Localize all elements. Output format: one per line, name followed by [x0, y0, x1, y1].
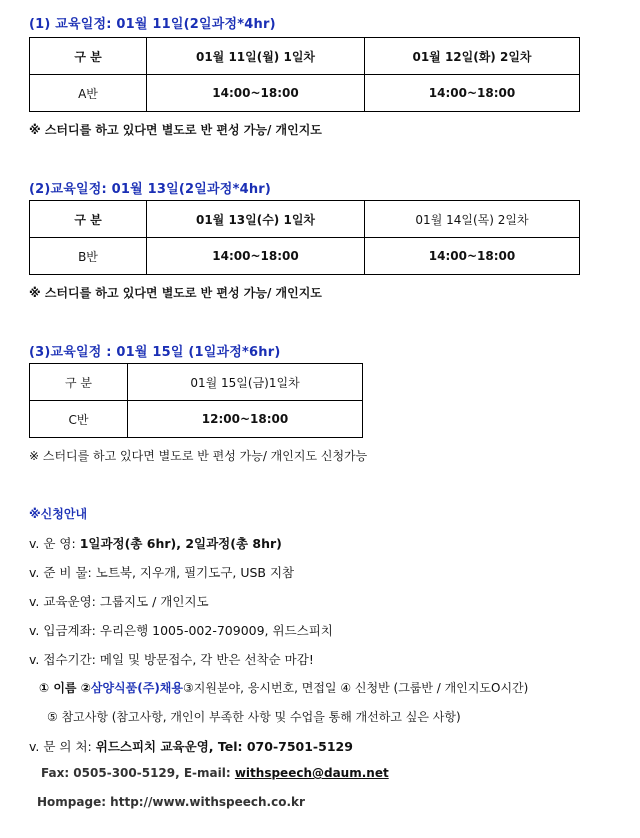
guide-prep-line [29, 563, 294, 581]
guide-period-value: 메일 및 방문접수, 각 반은 선착순 마감! [99, 652, 314, 667]
guide-notes-line: ⑤ 참고사항 (참고사항, 개인이 부족한 사항 및 수업을 통해 개선하고 싶은 사항) [47, 710, 461, 724]
section-1-note: ※ 스터디를 하고 있다면 별도로 반 편성 가능/ 개인지도 [29, 123, 322, 137]
guide-run-line [29, 534, 282, 552]
table-header-cell: 구 분 [30, 201, 147, 238]
guide-mode-label: v. 교육운영: [29, 594, 96, 609]
guide-items-name: ① 이름 ② [39, 681, 91, 695]
guide-account-line [29, 621, 333, 639]
section-3-title: (3)교육일정 : 01월 15일 (1일과정*6hr) [29, 345, 281, 360]
guide-items-rest: ③지원분야, 응시번호, 면접일 ④ 신청반 (그룹반 / 개인지도O시간) [183, 681, 529, 695]
guide-fax-line [41, 766, 389, 780]
guide-mode-value: 그룹지도 / 개인지도 [99, 594, 209, 609]
guide-period-label: v. 접수기간: [29, 652, 96, 667]
guide-contact-value: 위드스피치 교육운영, Tel: 070-7501-5129 [95, 739, 353, 754]
table-cell: C반 [30, 401, 128, 438]
guide-run-label: v. 운 영: [29, 536, 76, 551]
section-2-title: (2)교육일정: 01월 13일(2일과정*4hr) [29, 182, 272, 197]
table-cell: 14:00~18:00 [147, 238, 365, 275]
email-link[interactable]: withspeech@daum.net [234, 766, 389, 780]
guide-prep-label: v. 준 비 물: [29, 565, 92, 580]
guide-contact-line [29, 737, 353, 755]
table-header-cell: 구 분 [30, 38, 147, 75]
guide-fax-text: Fax: 0505-300-5129, E-mail: [41, 766, 231, 780]
guide-prep-value: 노트북, 지우개, 필기도구, USB 지참 [95, 565, 295, 580]
guide-items-company: 삼양식품(주)채용 [90, 681, 183, 695]
table-cell: 14:00~18:00 [365, 75, 580, 112]
homepage-link[interactable]: Hompage: http://www.withspeech.co.kr [37, 795, 305, 809]
guide-account-value: 우리은행 1005-002-709009, 위드스피치 [99, 623, 333, 638]
guide-mode-line [29, 592, 209, 610]
guide-contact-label: v. 문 의 처: [29, 739, 92, 754]
schedule-table-3 [29, 363, 363, 438]
section-3-note: ※ 스터디를 하고 있다면 별도로 반 편성 가능/ 개인지도 신청가능 [29, 449, 368, 463]
guide-period-line [29, 650, 314, 668]
guide-account-label: v. 입금계좌: [29, 623, 96, 638]
table-cell: A반 [30, 75, 147, 112]
table-header-cell: 01월 11일(월) 1일차 [147, 38, 365, 75]
table-header-cell: 01월 14일(목) 2일차 [365, 201, 580, 238]
table-header-cell: 01월 12일(화) 2일차 [365, 38, 580, 75]
section-1-title: (1) 교육일정: 01월 11일(2일과정*4hr) [29, 17, 276, 32]
guide-run-value: 1일과정(총 6hr), 2일과정(총 8hr) [79, 536, 282, 551]
schedule-table-1 [29, 37, 580, 112]
table-cell: 14:00~18:00 [147, 75, 365, 112]
schedule-table-2 [29, 200, 580, 275]
table-header-cell: 01월 13일(수) 1일차 [147, 201, 365, 238]
table-cell: B반 [30, 238, 147, 275]
table-cell: 12:00~18:00 [128, 401, 363, 438]
table-header-cell: 구 분 [30, 364, 128, 401]
table-cell: 14:00~18:00 [365, 238, 580, 275]
guide-items-line [39, 679, 528, 696]
guide-title: ※신청안내 [29, 507, 88, 521]
section-2-note: ※ 스터디를 하고 있다면 별도로 반 편성 가능/ 개인지도 [29, 286, 322, 300]
table-header-cell: 01월 15일(금)1일차 [128, 364, 363, 401]
